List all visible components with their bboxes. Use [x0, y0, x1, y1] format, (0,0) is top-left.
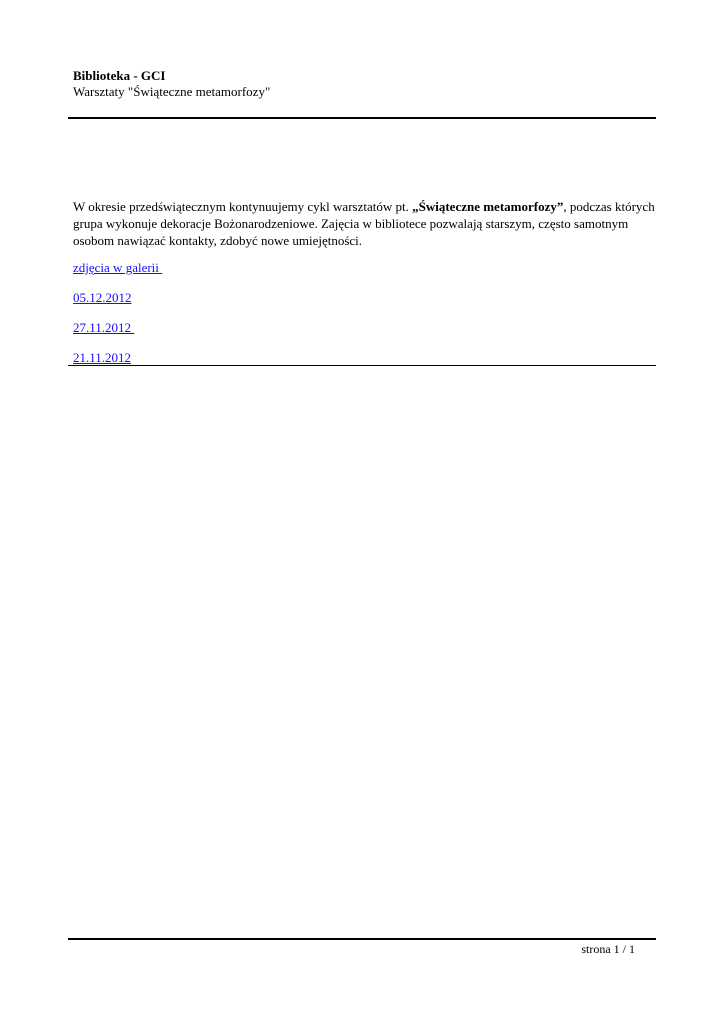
content-divider	[68, 365, 656, 366]
site-title: Biblioteka - GCI	[73, 68, 166, 83]
footer-divider	[68, 938, 656, 940]
page-indicator: strona 1 / 1	[581, 942, 635, 956]
workshop-title-bold: „Świąteczne metamorfozy”	[412, 199, 564, 214]
date-link-27-11-2012[interactable]: 27.11.2012	[73, 320, 135, 335]
article-content	[73, 198, 655, 379]
list-item	[73, 319, 655, 336]
page-footer	[581, 942, 635, 956]
list-item	[73, 289, 655, 306]
date-link-21-11-2012[interactable]: 21.11.2012	[73, 350, 132, 365]
gallery-link[interactable]: zdjęcia w galerii	[73, 260, 163, 275]
page-header	[73, 68, 653, 99]
date-link-05-12-2012[interactable]: 05.12.2012	[73, 290, 132, 305]
link-list	[73, 259, 655, 366]
list-item	[73, 349, 655, 366]
intro-paragraph	[73, 198, 655, 249]
intro-text-start: W okresie przedświątecznym kontynuujemy cykl warsztatów pt.	[73, 199, 413, 214]
page-subtitle: Warsztaty "Świąteczne metamorfozy"	[73, 84, 271, 99]
list-item	[73, 259, 655, 276]
header-divider	[68, 117, 656, 119]
intro-text-end: , podczas których grupa wykonuje dekoracje Bożonarodzeniowe. Zajęcia w bibliotece pozwalają starszym, często samotnym osobom nawiązać kontakty, zdobyć nowe umiejętności.	[73, 199, 655, 248]
